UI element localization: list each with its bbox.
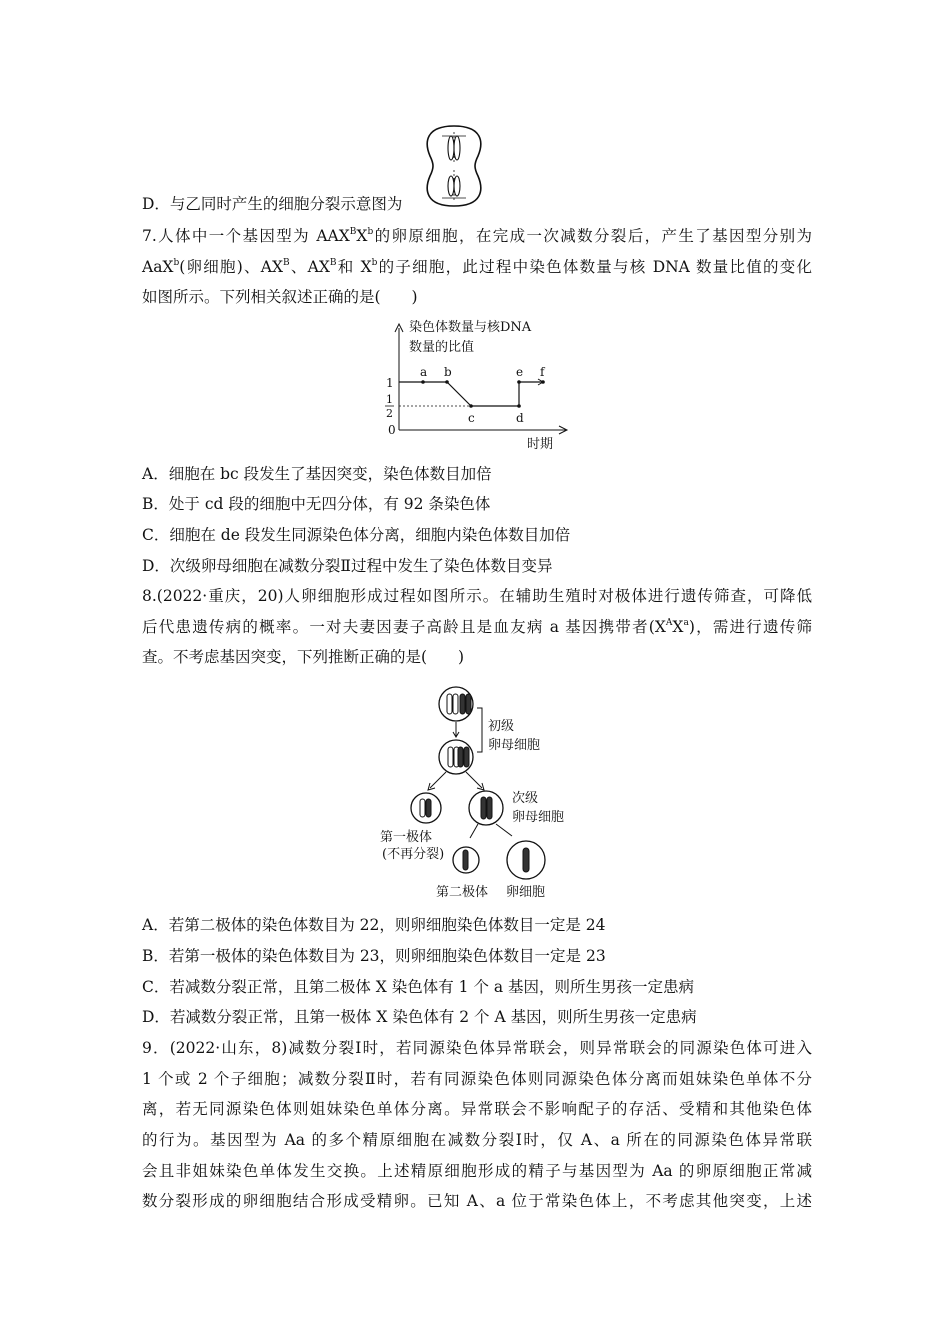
label-first-polar-2: (不再分裂) (382, 847, 445, 862)
q8-stem-line-2: 后代患遗传病的概率。一对夫妻因妻子高龄且是血友病 a 基因携带者$(X^AX^a)$，需进行遗传筛 (142, 618, 812, 636)
chart-ylabel-1: 染色体数量与核DNA (409, 320, 532, 335)
q9-line-2: 1 个或 2 个子细胞；减数分裂Ⅱ时，若有同源染色体则同源染色体分离而姐妹染色单体不分 (142, 1070, 812, 1088)
chart-point-b (445, 380, 449, 384)
q7-stem-line-3: 如图所示。下列相关叙述正确的是( ) (142, 288, 418, 306)
q6-option-d: D．与乙同时产生的细胞分裂示意图为 (142, 195, 403, 213)
chart-ytick-one: 1 (386, 376, 394, 390)
chart-point-label-f: f (540, 365, 545, 379)
q8-option-a: A．若第二极体的染色体数目为 22，则卵细胞染色体数目一定是 24 (142, 916, 606, 934)
chart-ytick-zero: 0 (388, 423, 396, 437)
label-second-polar: 第二极体 (436, 885, 489, 900)
chart-point-e (517, 380, 521, 384)
chart-point-label-c: c (468, 411, 475, 425)
q8-stem-line-1: 8.(2022·重庆，20)人卵细胞形成过程如图所示。在辅助生殖时对极体进行遗传筛查，可降低 (142, 587, 812, 605)
q9-line-6: 数分裂形成的卵细胞结合形成受精卵。已知 A、a 位于常染色体上，不考虑其他突变，上述 (142, 1192, 812, 1210)
label-first-polar-1: 第一极体 (380, 830, 433, 845)
label-secondary-1: 次级 (512, 791, 539, 806)
label-secondary-2: 卵母细胞 (512, 810, 565, 825)
chart-ytick-half-den: 2 (386, 407, 393, 420)
chart-ytick-half-num: 1 (386, 393, 393, 406)
label-primary-2: 卵母细胞 (488, 738, 541, 753)
q7-stem-line-1: 7.人体中一个基因型为 $AAX^BX^b$的卵原细胞，在完成一次减数分裂后，产生了基因型分别为 (142, 227, 812, 245)
q8-option-c: C．若减数分裂正常，且第二极体 X 染色体有 1 个 a 基因，则所生男孩一定患病 (142, 978, 695, 996)
chart-segment-bc (447, 382, 471, 406)
q8-option-d: D．若减数分裂正常，且第一极体 X 染色体有 2 个 A 基因，则所生男孩一定患病 (142, 1008, 697, 1026)
chart-point-d (517, 404, 521, 408)
chart-point-label-d: d (516, 411, 524, 425)
chart-xlabel: 时期 (527, 437, 554, 452)
label-egg: 卵细胞 (506, 885, 546, 900)
q7-option-d: D．次级卵母细胞在减数分裂Ⅱ过程中发生了染色体数目变异 (142, 557, 553, 575)
q7-stem-line-2: AaX$^b$(卵细胞)、$AX^B$、$AX^B$和 $X^b$的子细胞，此过程中染色体数量与核 DNA 数量比值的变化 (142, 258, 812, 276)
q8-stem-line-3: 查。不考虑基因突变，下列推断正确的是( ) (142, 648, 465, 666)
q8-option-b: B．若第一极体的染色体数目为 23，则卵细胞染色体数目一定是 23 (142, 947, 606, 965)
label-primary-1: 初级 (488, 719, 515, 734)
chart-point-a (421, 380, 425, 384)
q7-option-a: A．细胞在 bc 段发生了基因突变，染色体数目加倍 (142, 465, 492, 483)
chart-ylabel-2: 数量的比值 (409, 340, 475, 355)
q9-line-4: 的行为。基因型为 Aa 的多个精原细胞在减数分裂Ⅰ时，仅 A、a 所在的同源染色体异常联 (142, 1131, 812, 1149)
chart-point-label-b: b (444, 365, 452, 379)
chart-point-label-a: a (420, 365, 428, 379)
q7-option-b: B．处于 cd 段的细胞中无四分体，有 92 条染色体 (142, 495, 491, 513)
chart-point-c (469, 404, 473, 408)
ratio-line-chart (375, 318, 575, 456)
q9-line-1: 9．(2022·山东，8)减数分裂Ⅰ时，若同源染色体异常联会，则异常联会的同源染色体可进入 (142, 1039, 812, 1057)
chart-point-label-e: e (516, 365, 524, 379)
q9-line-3: 离，若无同源染色体则姐妹染色单体分离。异常联会不影响配子的存活、受精和其他染色体 (142, 1100, 812, 1118)
q9-line-5: 会且非姐妹染色单体发生交换。上述精原细胞形成的精子与基因型为 Aa 的卵原细胞正常减 (142, 1162, 812, 1180)
q7-option-c: C．细胞在 de 段发生同源染色体分离，细胞内染色体数目加倍 (142, 526, 571, 544)
oogenesis-figure (378, 684, 578, 900)
